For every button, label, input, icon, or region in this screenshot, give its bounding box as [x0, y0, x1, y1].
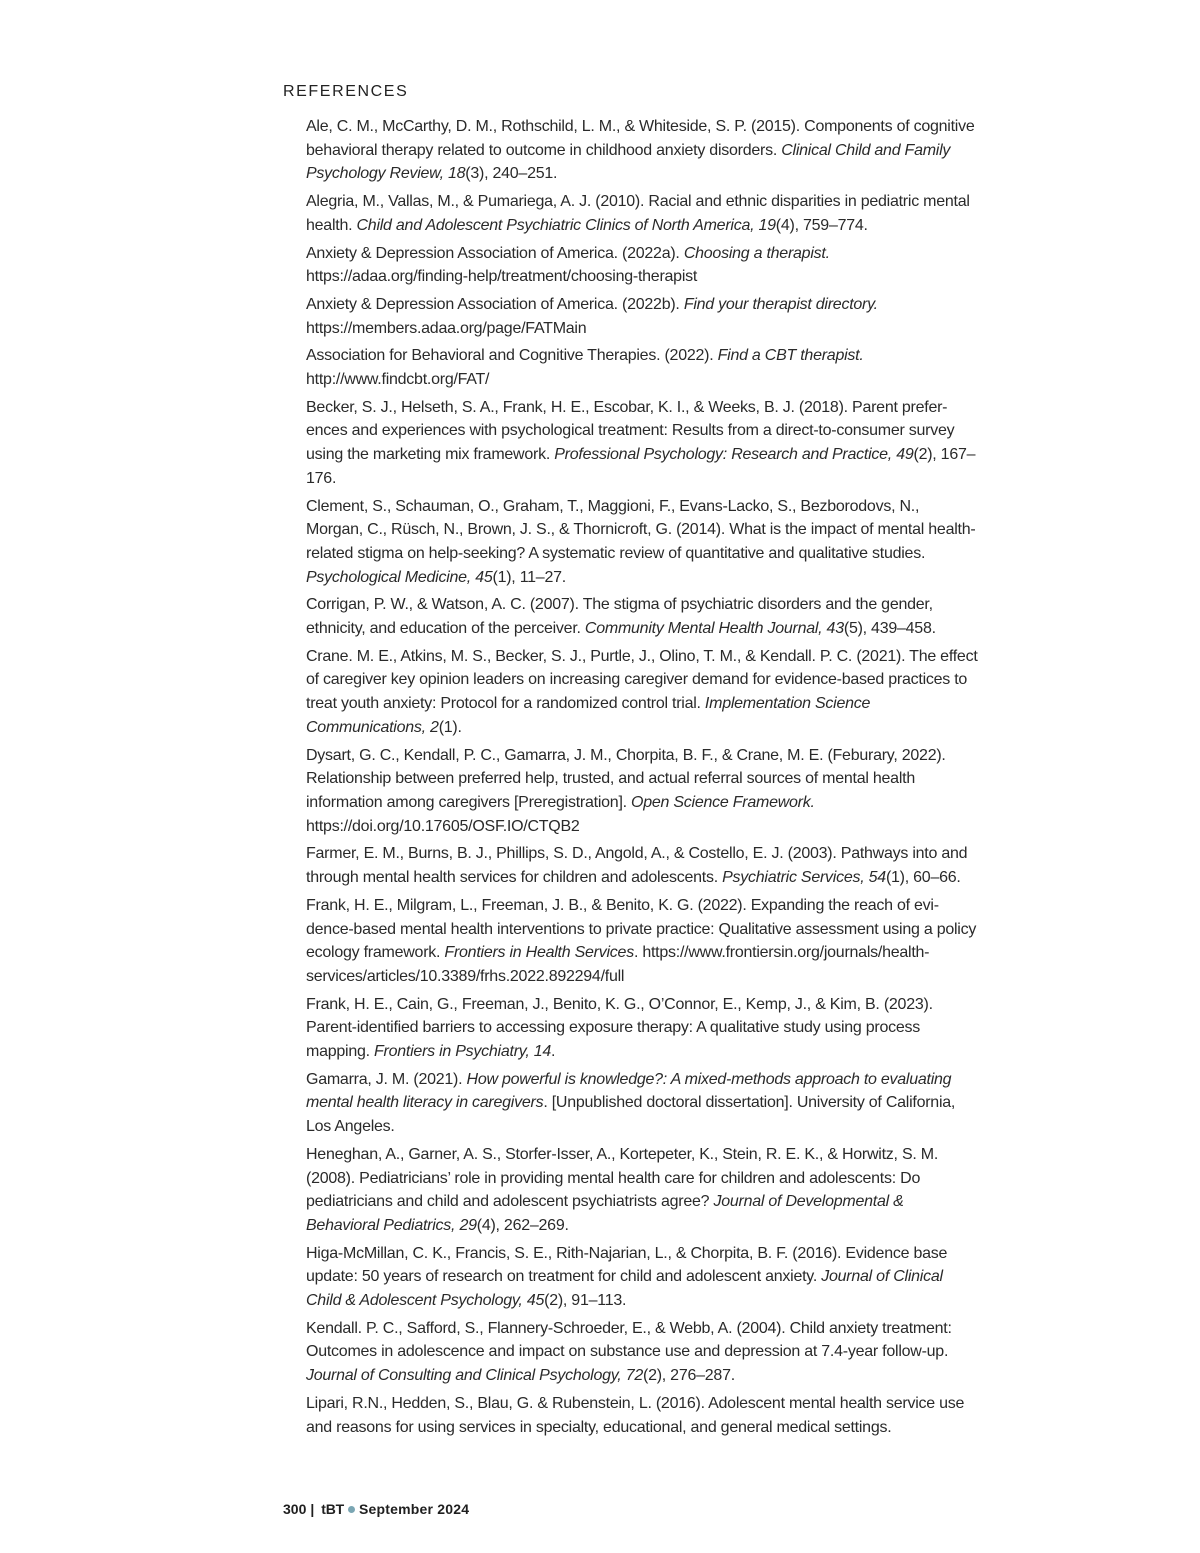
reference-item [306, 1068, 978, 1139]
journal-name: tBT [321, 1501, 345, 1517]
reference-details: (1). [438, 718, 462, 736]
reference-source-italic: Professional Psychology: Research and Practice, 49 [554, 446, 914, 464]
reference-details: (3), 240–251. [465, 165, 558, 183]
section-heading: REFERENCES [283, 83, 409, 100]
reference-source-italic: Psychiatric Services, 54 [722, 869, 886, 887]
reference-text: Crane. M. E., Atkins, M. S., Becker, S. J., Purtle, J., Olino, T. M., & Kendall. P. C. (2021). The effect of caregiver key opinion leaders on increasing caregiver demand for evidence-based practices to treat youth anxiety: Protocol for a randomized control trial. [306, 647, 978, 713]
reference-source-italic: Frontiers in Psychiatry, 14 [374, 1043, 552, 1061]
reference-details: (4), 262–269. [476, 1216, 569, 1234]
footer-separator: | [310, 1501, 315, 1517]
reference-source-italic: Journal of Consulting and Clinical Psychology, 72 [306, 1367, 643, 1385]
reference-item [306, 242, 978, 289]
reference-item [306, 115, 978, 186]
reference-item [306, 993, 978, 1064]
reference-details: (2), 167–176. [306, 446, 976, 487]
reference-source-italic: Frontiers in Health Services [444, 944, 634, 962]
reference-source-italic: Child and Adolescent Psychiatric Clinics of North America, 19 [356, 216, 776, 234]
reference-source-italic: Psychological Medicine, 45 [306, 568, 493, 586]
reference-details: (2), 91–113. [544, 1292, 627, 1310]
reference-source-italic: Find a CBT therapist. [717, 347, 864, 365]
reference-details: https://members.adaa.org/page/FATMain [306, 319, 587, 337]
reference-text: Anxiety & Depression Association of America. (2022b). [306, 295, 684, 313]
reference-text: Heneghan, A., Garner, A. S., Storfer-Isser, A., Kortepeter, K., Stein, R. E. K., & Horwitz, S. M. (2008). Pediatricians’ role in providing mental health care for children and adolescents: Do pediatricians and child and adolescent psychiatrists agree? [306, 1145, 939, 1211]
page-number: 300 [283, 1501, 307, 1517]
reference-text: Dysart, G. C., Kendall, P. C., Gamarra, J. M., Chorpita, B. F., & Crane, M. E. (Feburary, 2022). Relationship between preferred help, trusted, and actual referral sources of mental health information among caregivers [Preregistration]. [306, 746, 946, 811]
reference-source-italic: Journal of Developmental & Behavioral Pediatrics, 29 [306, 1193, 904, 1234]
reference-text: Frank, H. E., Cain, G., Freeman, J., Benito, K. G., O’Connor, E., Kemp, J., & Kim, B. (2023). Parent-identified barriers to accessing exposure therapy: A qualitative study using process mapping. [306, 995, 933, 1061]
reference-item [306, 894, 978, 989]
reference-item [306, 344, 978, 391]
reference-item [306, 1143, 978, 1238]
reference-text: Ale, C. M., McCarthy, D. M., Rothschild, L. M., & Whiteside, S. P. (2015). Components of cognitive behavioral therapy related to outcome in childhood anxiety disorders. [306, 118, 975, 159]
reference-text: Clement, S., Schauman, O., Graham, T., Maggioni, F., Evans-Lacko, S., Bezborodovs, N., Morgan, C., Rüsch, N., Brown, J. S., & Thornicroft, G. (2014). What is the impact of mental health-related stigma on help-seeking? A systematic review of quantitative and qualitative studies. [306, 497, 976, 562]
reference-list [306, 115, 978, 1443]
reference-source-italic: Clinical Child and Family Psychology Review, 18 [306, 141, 951, 183]
reference-source-italic: Find your therapist directory. [683, 295, 878, 313]
reference-details: http://www.findcbt.org/FAT/ [306, 371, 490, 389]
reference-details: . https://www.frontiersin.org/journals/health-services/articles/10.3389/frhs.2022.892294/full [306, 944, 930, 985]
reference-text: Gamarra, J. M. (2021). [306, 1070, 467, 1088]
reference-item [306, 744, 978, 839]
reference-item [306, 645, 978, 740]
reference-text: Higa-McMillan, C. K., Francis, S. E., Rith-Najarian, L., & Chorpita, B. F. (2016). Evidence base update: 50 years of research on treatment for child and adolescent anxiety. [306, 1244, 948, 1286]
reference-source-italic: Community Mental Health Journal, 43 [584, 620, 844, 638]
reference-item [306, 1242, 978, 1313]
reference-details: . [551, 1043, 556, 1061]
reference-text: Anxiety & Depression Association of America. (2022a). [306, 244, 684, 262]
reference-source-italic: How powerful is knowledge?: A mixed-methods approach to evaluating mental health literacy in caregivers [306, 1070, 952, 1112]
reference-item [306, 1317, 978, 1388]
reference-source-italic: Journal of Clinical Child & Adolescent Psychology, 45 [306, 1268, 943, 1310]
reference-source-italic: Choosing a therapist. [683, 244, 830, 262]
reference-item [306, 293, 978, 340]
reference-source-italic: Open Science Framework. [631, 793, 815, 811]
reference-text: Association for Behavioral and Cognitive Therapies. (2022). [306, 347, 718, 365]
reference-item [306, 593, 978, 640]
reference-item [306, 495, 978, 590]
reference-details: (1), 11–27. [492, 568, 566, 586]
reference-text: Lipari, R.N., Hedden, S., Blau, G. & Rubenstein, L. (2016). Adolescent mental health service use and reasons for using services in specialty, educational, and general medical settings. [306, 1394, 965, 1436]
issue-date: September 2024 [359, 1501, 470, 1517]
reference-details: . [Unpublished doctoral dissertation]. University of California, Los Angeles. [306, 1094, 956, 1136]
reference-details: (4), 759–774. [775, 216, 868, 234]
bullet-dot-icon [348, 1506, 355, 1513]
reference-details: https://doi.org/10.17605/OSF.IO/CTQB2 [306, 817, 580, 835]
reference-text: Frank, H. E., Milgram, L., Freeman, J. B., & Benito, K. G. (2022). Expanding the reach of evidence-based mental health interventions to private practice: Qualitative assessment using a policy ecology framework. [306, 896, 977, 962]
reference-source-italic: Implementation Science Communications, 2 [306, 695, 871, 736]
reference-text: Farmer, E. M., Burns, B. J., Phillips, S. D., Angold, A., & Costello, E. J. (2003). Pathways into and through mental health services for children and adolescents. [306, 845, 968, 887]
reference-item [306, 396, 978, 491]
reference-text: Becker, S. J., Helseth, S. A., Frank, H. E., Escobar, K. I., & Weeks, B. J. (2018). Parent preferences and experiences with psychological treatment: Results from a direct-to-consumer survey using the marketing mix framework. [306, 398, 955, 464]
reference-item [306, 190, 978, 237]
reference-details: (5), 439–458. [843, 620, 936, 638]
reference-details: (2), 276–287. [642, 1367, 735, 1385]
reference-text: Kendall. P. C., Safford, S., Flannery-Schroeder, E., & Webb, A. (2004). Child anxiety treatment: Outcomes in adolescence and impact on substance use and depression at 7.4-year follow-up. [306, 1319, 952, 1361]
reference-details: (1), 60–66. [885, 869, 961, 887]
reference-item [306, 842, 978, 889]
reference-details: https://adaa.org/finding-help/treatment/choosing-therapist [306, 268, 698, 286]
page-footer [283, 1501, 469, 1517]
reference-text: Corrigan, P. W., & Watson, A. C. (2007). The stigma of psychiatric disorders and the gender, ethnicity, and education of the perceiver. [306, 596, 933, 638]
reference-text: Alegria, M., Vallas, M., & Pumariega, A. J. (2010). Racial and ethnic disparities in pediatric mental health. [306, 193, 970, 234]
reference-item [306, 1392, 978, 1439]
